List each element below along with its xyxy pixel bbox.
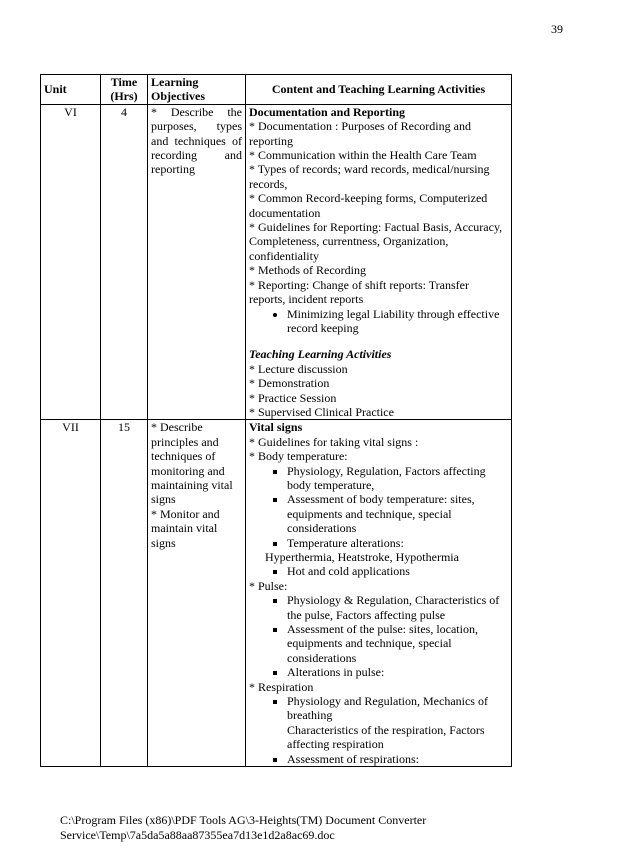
- header-time: [101, 75, 148, 105]
- content-line: * Common Record-keeping forms, Computerized documentation: [249, 191, 488, 220]
- content-line: * Respiration: [249, 679, 314, 694]
- content-title: Documentation and Reporting: [249, 104, 406, 119]
- list-item: ▪ Physiology, Regulation, Factors affecting body temperature,: [287, 464, 508, 493]
- table-row-unit-vi: [41, 104, 512, 420]
- objectives-cell: [148, 420, 246, 767]
- list-item: ▪ Assessment of respirations:: [287, 752, 508, 766]
- list-item: ▪ Temperature alterations:: [287, 536, 508, 550]
- list-item-text: ▪ Physiology and Regulation, Mechanics of breathing: [287, 694, 488, 723]
- list-item: [287, 694, 508, 752]
- content-line: * Pulse:: [249, 578, 288, 593]
- bullet-list: [249, 307, 508, 336]
- syllabus-table: [40, 74, 512, 767]
- header-objectives-line1: Learning: [151, 75, 199, 89]
- content-line: * Communication within the Health Care Team: [249, 148, 477, 163]
- header-time-line1: Time: [110, 75, 138, 89]
- page-number: 39: [551, 22, 563, 36]
- table-row-unit-vii: [41, 420, 512, 767]
- unit-cell: VI: [41, 104, 101, 420]
- content-line: * Reporting: Change of shift reports: Transfer reports, incident reports: [249, 277, 469, 307]
- hot-cold-list: [249, 564, 508, 578]
- objective-line: * Monitor and maintain vital signs: [151, 506, 220, 550]
- time-cell: 15: [101, 420, 148, 767]
- activity-item: * Lecture discussion: [249, 361, 348, 376]
- list-item: ▪ Alterations in pulse:: [287, 665, 508, 679]
- list-item: • Minimizing legal Liability through effective record keeping: [287, 307, 508, 336]
- footer-file-path: [60, 813, 426, 843]
- content-line: * Methods of Recording: [249, 263, 366, 278]
- content-line: * Body temperature:: [249, 449, 348, 464]
- content-line: Hyperthermia, Heatstroke, Hypothermia: [265, 550, 459, 564]
- content-line: * Guidelines for Reporting: Factual Basis, Accuracy, Completeness, currentness, Organization, confidentiality: [249, 220, 503, 263]
- header-objectives: [148, 75, 246, 105]
- content-cell: [246, 104, 512, 420]
- header-unit: Unit: [41, 75, 101, 105]
- table-header-row: [41, 75, 512, 105]
- spacer: [249, 335, 508, 347]
- footer-line: C:\Program Files (x86)\PDF Tools AG\3-Heights(TM) Document Converter: [60, 813, 427, 827]
- pulse-list: [249, 593, 508, 679]
- objective-line: * Describe principles and techniques of monitoring and maintaining vital signs: [151, 420, 233, 507]
- activity-item: * Practice Session: [249, 390, 337, 405]
- respiration-list: [249, 694, 508, 766]
- list-item: ▪ Assessment of the pulse: sites, location, equipments and technique, special considerations: [287, 622, 508, 665]
- header-objectives-line2: Objectives: [151, 89, 205, 104]
- content-cell: [246, 420, 512, 767]
- content-title: Vital signs: [249, 420, 303, 435]
- header-time-line2: (Hrs): [110, 89, 138, 104]
- objectives-cell: * Describe the purposes, types and techniques of recording and reporting: [148, 104, 246, 420]
- header-content: Content and Teaching Learning Activities: [246, 75, 512, 105]
- content-line: * Types of records; ward records, medical/nursing records,: [249, 162, 490, 191]
- unit-cell: VII: [41, 420, 101, 767]
- content-line: * Documentation : Purposes of Recording and reporting: [249, 119, 471, 148]
- content-line: * Guidelines for taking vital signs :: [249, 434, 419, 449]
- list-item: ▪ Assessment of body temperature: sites, equipments and technique, special considerations: [287, 492, 508, 535]
- list-item: ▪ Hot and cold applications: [287, 564, 508, 578]
- time-cell: 4: [101, 104, 148, 420]
- activity-item: * Supervised Clinical Practice: [249, 404, 394, 419]
- body-temperature-list: [249, 464, 508, 550]
- list-item: ▪ Physiology & Regulation, Characteristics of the pulse, Factors affecting pulse: [287, 593, 508, 622]
- footer-line: Service\Temp\7a5da5a88aa87355ea7d13e1d2a8ac69.doc: [60, 828, 335, 842]
- activity-item: * Demonstration: [249, 376, 330, 391]
- activities-title: Teaching Learning Activities: [249, 347, 392, 362]
- list-item-continuation: Characteristics of the respiration, Factors affecting respiration: [287, 722, 485, 752]
